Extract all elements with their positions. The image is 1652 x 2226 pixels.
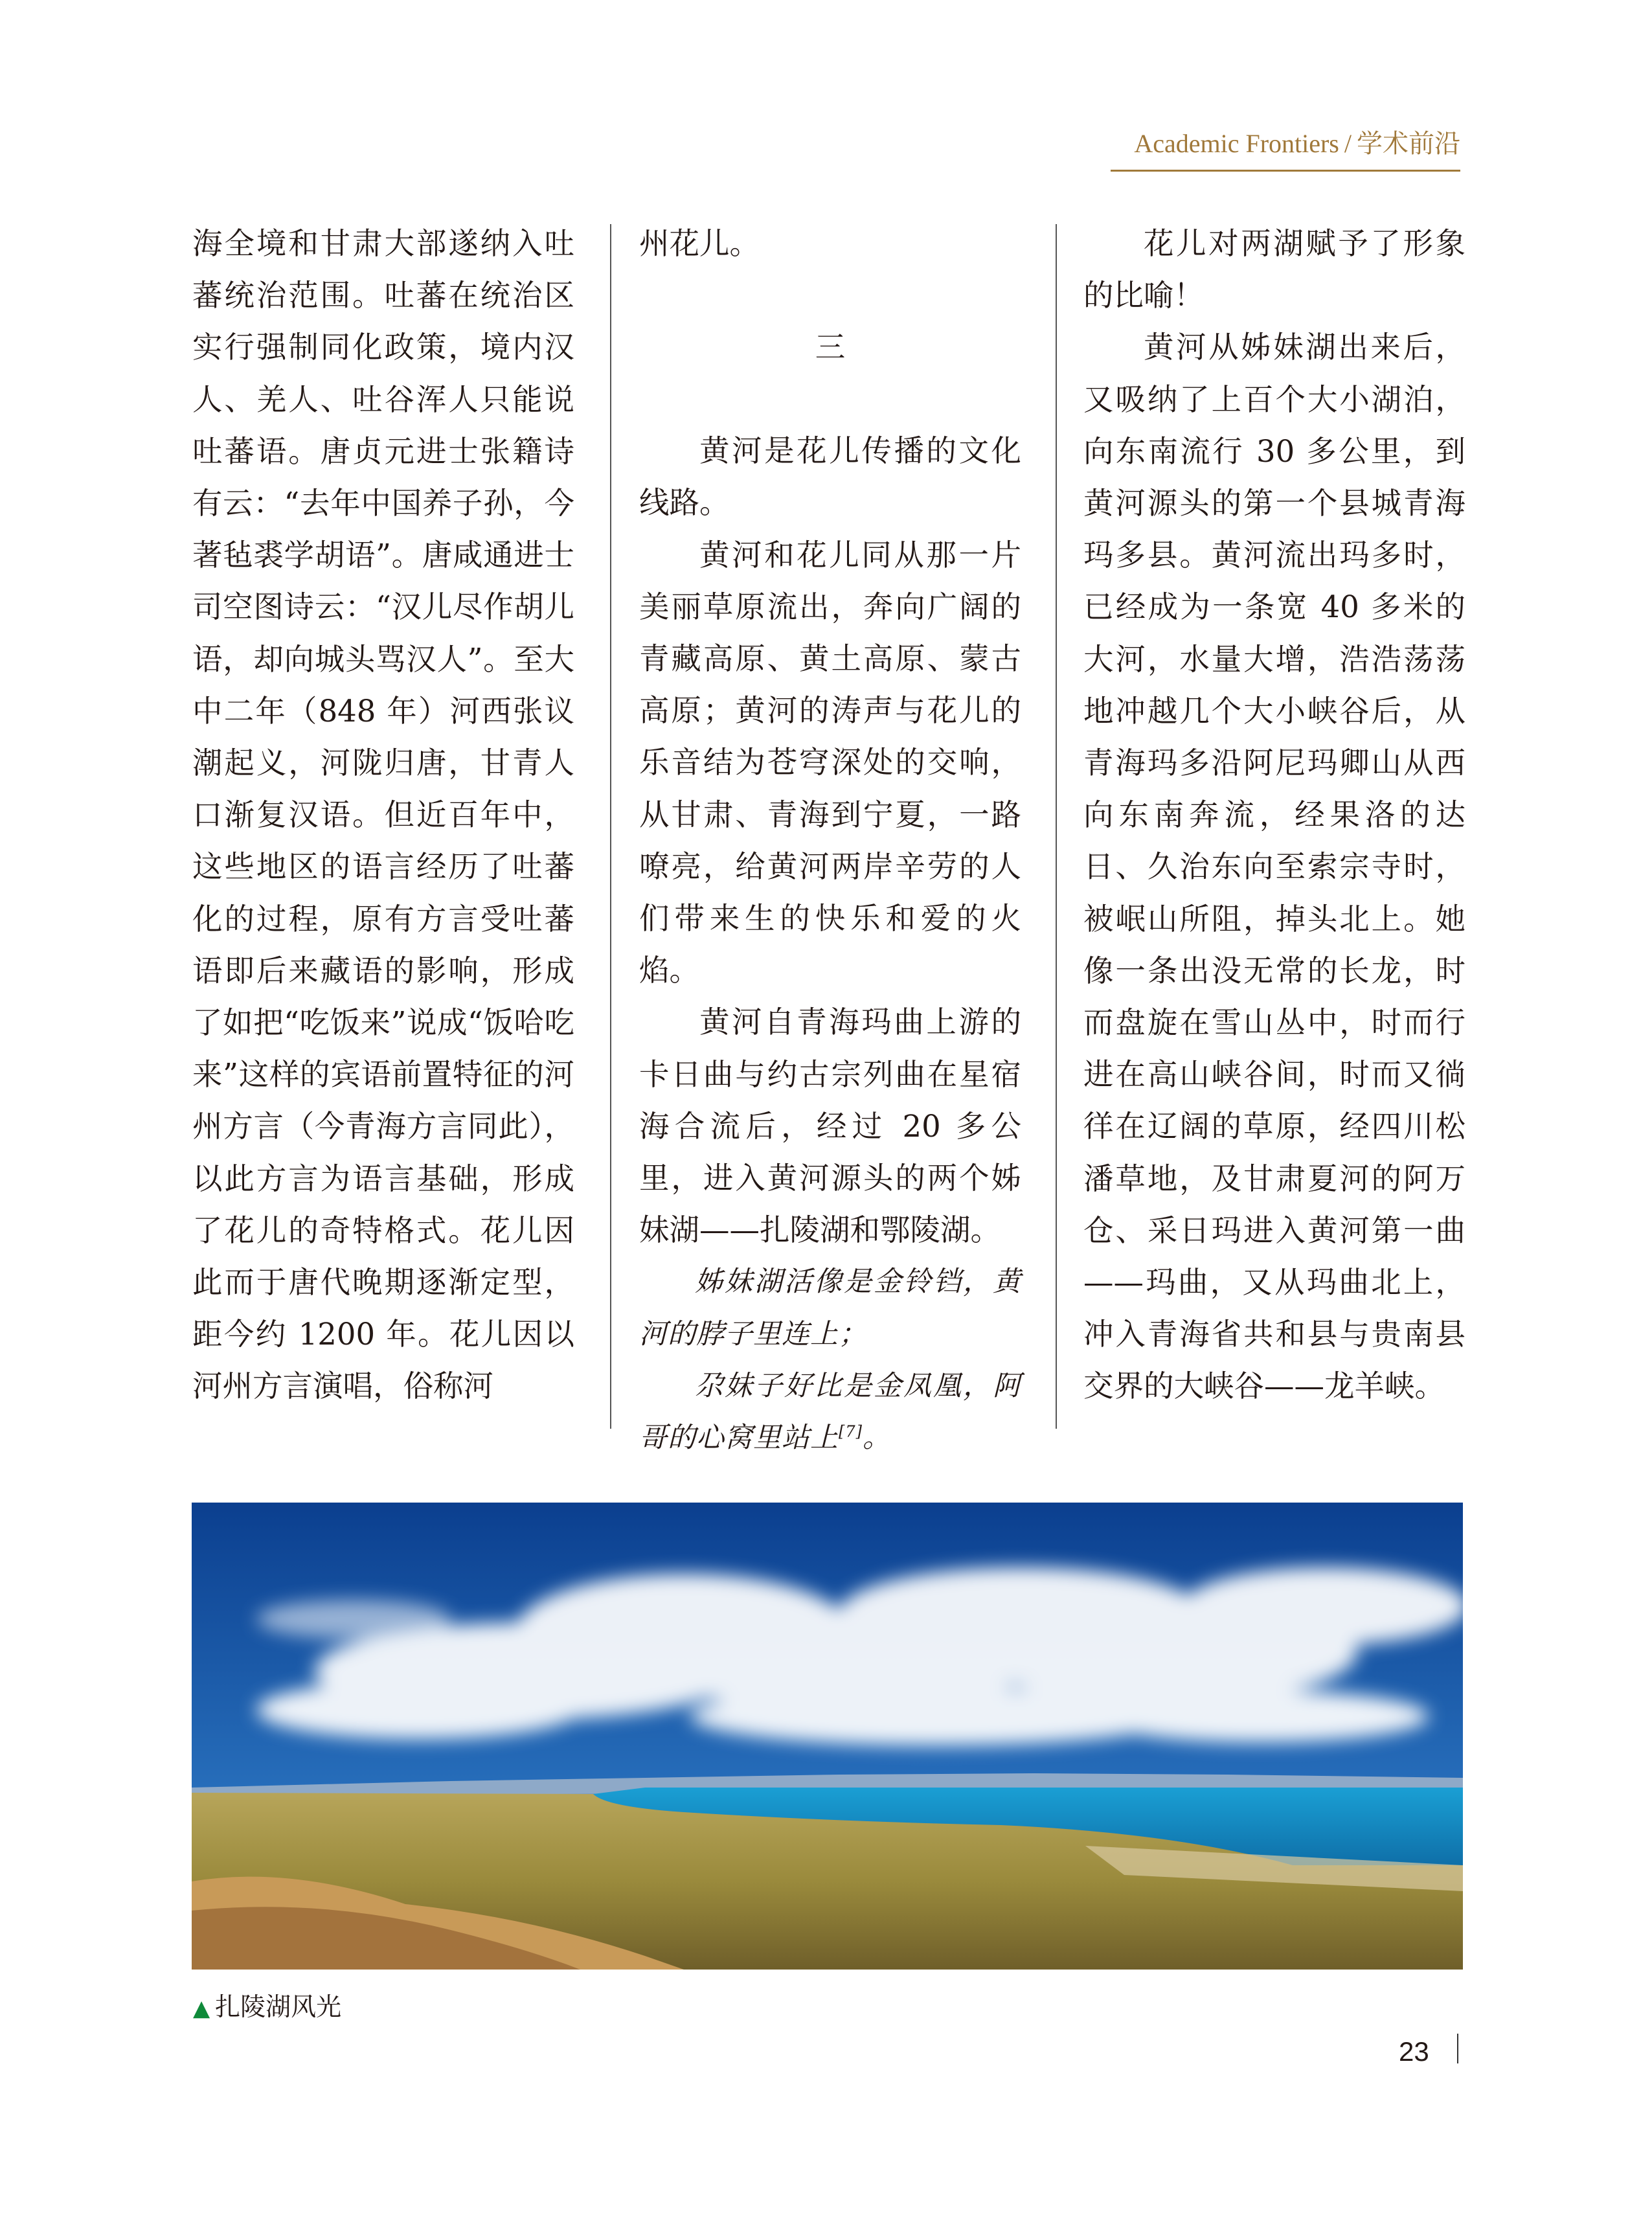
paragraph: 黄河自青海玛曲上游的卡日曲与约古宗列曲在星宿海合流后，经过 20 多公里，进入黄河源头的两个姊妹湖——扎陵湖和鄂陵湖。 bbox=[639, 1005, 1021, 1248]
poem-stanza-1: 姊妹湖活像是金铃铛，黄河的脖子里连上； bbox=[639, 1266, 1021, 1350]
page-number: 23 bbox=[1399, 2036, 1429, 2067]
landscape-illustration bbox=[192, 1503, 1463, 1970]
column-divider-2 bbox=[1056, 224, 1057, 1429]
paragraph: 黄河从姊妹湖出来后，又吸纳了上百个大小湖泊，向东南流行 30 多公里，到黄河源头的第一个县城青海玛多县。黄河流出玛多时，已经成为一条宽 40 多米的大河，水量大增，浩浩荡荡地冲越几个大小峡谷后，从青海玛多沿阿尼玛卿山从西向东南奔流，经果洛的达日、久治东向至索宗寺时，被岷山所阻，掉头北上。她像一条出没无常的长龙，时而盘旋在雪山丛中，时而行进在高山峡谷间，时而又徜徉在辽阔的草原，经四川松潘草地，及甘肃夏河的阿万仓、采日玛进入黄河第一曲——玛曲，又从玛曲北上，冲入青海省共和县与贵南县交界的大峡谷——龙羊峡。 bbox=[1083, 330, 1465, 1404]
caption-text: 扎陵湖风光 bbox=[215, 1993, 342, 2022]
header-english: Academic Frontiers bbox=[1134, 129, 1339, 158]
header-separator: / bbox=[1344, 129, 1352, 158]
poem-text: 尕妹子好比是金凤凰，阿哥的心窝里站上 bbox=[639, 1369, 1021, 1455]
lake-landscape-photo bbox=[192, 1503, 1463, 1970]
page-number-rule bbox=[1457, 2034, 1458, 2063]
text-column-1 bbox=[192, 218, 574, 1413]
photo-caption bbox=[193, 1988, 341, 2028]
poem-stanza-2 bbox=[639, 1360, 1021, 1464]
section-heading: 三 bbox=[815, 330, 846, 365]
paragraph: 州花儿。 bbox=[639, 226, 760, 261]
poem-end-punct: 。 bbox=[863, 1422, 891, 1455]
text-column-2 bbox=[639, 218, 1021, 1464]
paragraph: 黄河是花儿传播的文化线路。 bbox=[639, 433, 1021, 521]
header-chinese: 学术前沿 bbox=[1357, 129, 1460, 158]
paragraph: 海全境和甘肃大部遂纳入吐蕃统治范围。吐蕃在统治区实行强制同化政策，境内汉人、羌人、吐谷浑人只能说吐蕃语。唐贞元进士张籍诗有云：“去年中国养子孙，今著毡裘学胡语”。唐咸通进士司空图诗云：“汉儿尽作胡儿语，却向城头骂汉人”。至大中二年（848 年）河西张议潮起义，河陇归唐，甘青人口渐复汉语。但近百年中，这些地区的语言经历了吐蕃化的过程，原有方言受吐蕃语即后来藏语的影响，形成了如把“吃饭来”说成“饭哈吃来”这样的宾语前置特征的河州方言（今青海方言同此），以此方言为语言基础，形成了花儿的奇特格式。花儿因此而于唐代晚期逐渐定型，距今约 1200 年。花儿因以河州方言演唱，俗称河 bbox=[192, 226, 574, 1404]
paragraph: 黄河和花儿同从那一片美丽草原流出，奔向广阔的青藏高原、黄土高原、蒙古高原；黄河的涛声与花儿的乐音结为苍穹深处的交响，从甘肃、青海到宁夏，一路嘹亮，给黄河两岸辛劳的人们带来生的快乐和爱的火焰。 bbox=[639, 537, 1021, 988]
text-column-3 bbox=[1083, 218, 1465, 1413]
paragraph: 花儿对两湖赋予了形象的比喻！ bbox=[1083, 226, 1465, 313]
citation-mark: [7] bbox=[839, 1422, 863, 1441]
running-header bbox=[1111, 123, 1460, 172]
triangle-up-icon: ▲ bbox=[193, 1995, 210, 2021]
column-divider-1 bbox=[610, 224, 611, 1429]
